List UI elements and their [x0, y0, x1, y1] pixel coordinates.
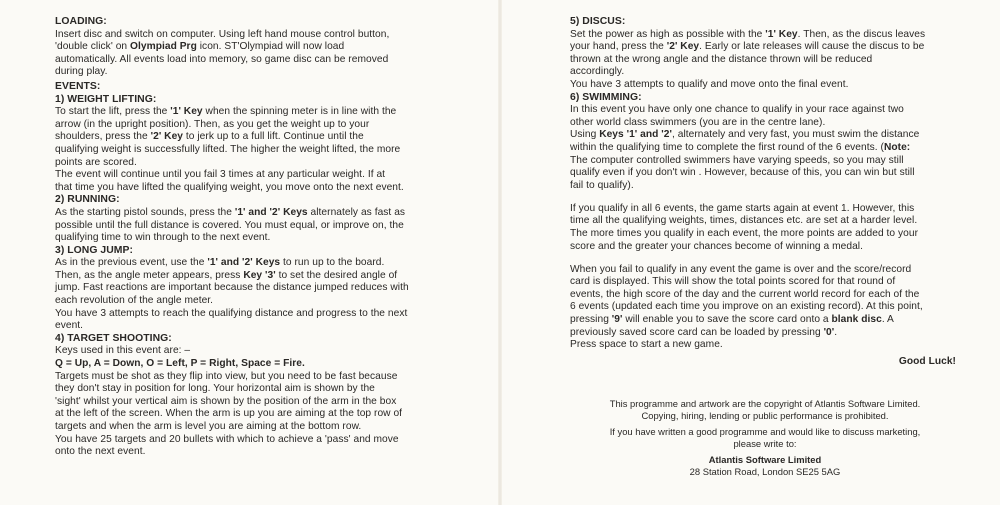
text-line: each revolution of the angle meter. [55, 295, 214, 307]
emphasis: '2' Key [150, 131, 184, 143]
text-line: shoulders, press the '2' Key to jerk up to a full lift. Continue until the [55, 131, 364, 143]
text-line: events, the high score of the day and the current world record for each of the [570, 288, 920, 300]
text-line: jump. Fast reactions are important because the distance jumped reduces with [55, 282, 409, 294]
text-line: When you fail to qualify in any event the game is over and the score/record [570, 263, 912, 275]
weight-lifting-text [55, 106, 443, 194]
text-line: fail to qualify). [570, 179, 634, 191]
text-line: 'sight' whilst your vertical aim is shown by the position of the arm in the box [55, 395, 397, 407]
text-line: pressing '9' will enable you to save the score card onto a blank disc. A [570, 314, 894, 326]
right-column [570, 16, 960, 368]
text-line: The event will continue until you fail 3 times at any particular weight. If at [55, 169, 386, 181]
text-line: at the left of the screen. When the arm is up you are aiming at the top row of [55, 408, 403, 420]
left-page [0, 0, 498, 505]
text-line: In this event you have only one chance to qualify in your race against two [570, 104, 904, 116]
text-line: qualify even if you don't win . However, because of this, you can win but still [570, 167, 915, 179]
emphasis: '1' Key [765, 28, 798, 40]
weight-lifting-heading: 1) WEIGHT LIFTING: [55, 93, 157, 105]
text-line: time all the qualifying weights, times, distances etc. are set at a harder level. [570, 215, 918, 227]
text-line: The computer controlled swimmers have varying speeds, so you may still [570, 154, 904, 166]
text-line: your hand, press the '2' Key. Early or late releases will cause the discus to be [570, 41, 925, 53]
emphasis: '1' and '2' Keys [234, 206, 308, 218]
swimming-text [570, 104, 960, 192]
text-line: during play. [55, 66, 108, 78]
text-line: other world class swimmers (you are in the centre lane). [570, 116, 826, 128]
text-line: card is displayed. This will show the total points scored for that round of [570, 276, 896, 288]
discus-heading: 5) DISCUS: [570, 16, 626, 27]
text-line: You have 25 targets and 20 bullets with which to achieve a 'pass' and move [55, 433, 399, 445]
text-line: To start the lift, press the '1' Key when the spinning meter is in line with the [55, 106, 397, 118]
text-line: Keys used in this event are: – [55, 345, 191, 357]
emphasis: '9' [611, 314, 623, 326]
copyright-footer [570, 398, 960, 478]
text-line: within the qualifying time to complete the first round of the 6 events. (Note: [570, 141, 911, 153]
text-line: Targets must be shot as they flip into view, but you need to be fast because [55, 370, 398, 382]
text-line: If you qualify in all 6 events, the game starts again at event 1. However, this [570, 202, 915, 214]
text-line: Then, as the angle meter appears, press Key '3' to set the desired angle of [55, 269, 398, 281]
text-line: that time you have lifted the qualifying weight, you move onto the next event. [55, 181, 404, 193]
text-line: possible until the full distance is covered. You must equal, or improve on, the [55, 219, 404, 231]
company-name: Atlantis Software Limited [708, 454, 822, 466]
text-line: As the starting pistol sounds, press the '1' and '2' Keys alternately as fast as [55, 206, 406, 218]
text-line: they don't stay in position for long. Your horizontal aim is shown by the [55, 383, 375, 395]
text-line: 'double click' on Olympiad Prg icon. ST'Olympiad will now load [55, 41, 345, 53]
running-heading: 2) RUNNING: [55, 194, 120, 206]
repeat-paragraph [570, 203, 960, 253]
text-line: arrow (in the upright position). Then, as you get the weight up to your [55, 118, 370, 130]
text-line: Using Keys '1' and '2', alternately and very fast, you must swim the distance [570, 129, 920, 141]
text-line: You have 3 attempts to reach the qualifying distance and progress to the next [55, 307, 408, 319]
text-line: event. [55, 320, 84, 332]
text-line: You have 3 attempts to qualify and move onto the final event. [570, 78, 849, 90]
text-line: Insert disc and switch on computer. Using left hand mouse control button, [55, 28, 390, 40]
game-over-paragraph [570, 264, 960, 352]
emphasis: '1' and '2' Keys [207, 257, 281, 269]
text-line: targets and when the arm is level you are aiming at the bottom row. [55, 421, 362, 432]
swimming-heading: 6) SWIMMING: [570, 91, 642, 103]
long-jump-text [55, 257, 443, 333]
copyright-line: This programme and artwork are the copyright of Atlantis Software Limited. [609, 398, 921, 409]
loading-text [55, 29, 443, 79]
emphasis: blank disc [831, 314, 882, 326]
emphasis: '1' Key [170, 106, 203, 118]
key-mapping: Q = Up, A = Down, O = Left, P = Right, Space = Fire. [55, 358, 305, 370]
text-line: automatically. All events load into memory, so game disc can be removed [55, 53, 389, 65]
company-address: 28 Station Road, London SE25 5AG [689, 465, 841, 477]
text-line: points are scored. [55, 156, 137, 168]
target-shooting-text [55, 345, 443, 458]
emphasis: '2' Key [666, 41, 700, 53]
emphasis: '0' [823, 326, 835, 338]
text-line: 6 events (updated each time you improve on an existing record). At this point, [570, 301, 923, 313]
text-line: Press space to start a new game. [570, 339, 723, 351]
left-column [55, 16, 443, 459]
text-line: qualifying weight is successfully lifted. The higher the weight lifted, the more [55, 143, 401, 155]
text-line: qualifying time to win through to the next event. [55, 232, 271, 244]
loading-heading: LOADING: [55, 16, 107, 27]
text-line: onto the next event. [55, 446, 146, 458]
emphasis: Olympiad Prg [130, 41, 197, 53]
emphasis: Key '3' [243, 269, 276, 281]
running-text [55, 207, 443, 245]
text-line: accordingly. [570, 66, 625, 78]
text-line: Set the power as high as possible with the '1' Key. Then, as the discus leaves [570, 28, 926, 40]
right-page [502, 0, 1000, 505]
emphasis: Keys '1' and '2' [599, 129, 672, 141]
text-line: The more times you qualify in each event, the more points are added to your [570, 228, 919, 239]
emphasis: Note: [883, 141, 911, 153]
text-line: previously saved score card can be loaded by pressing '0'. [570, 326, 838, 338]
long-jump-heading: 3) LONG JUMP: [55, 244, 134, 256]
discus-text [570, 29, 960, 92]
text-line: score and the greater your chances become of winning a medal. [570, 240, 863, 252]
text-line: As in the previous event, use the '1' and '2' Keys to run up to the board. [55, 257, 385, 269]
events-heading: EVENTS: [55, 80, 101, 92]
good-luck: Good Luck! [898, 355, 956, 367]
marketing-line: If you have written a good programme and would like to discuss marketing, [609, 426, 921, 438]
marketing-line: please write to: [733, 437, 797, 449]
text-line: thrown at the wrong angle and the distance thrown will be reduced [570, 53, 873, 65]
target-shooting-heading: 4) TARGET SHOOTING: [55, 332, 172, 344]
copyright-line: Copying, hiring, lending or public performance is prohibited. [641, 409, 889, 421]
